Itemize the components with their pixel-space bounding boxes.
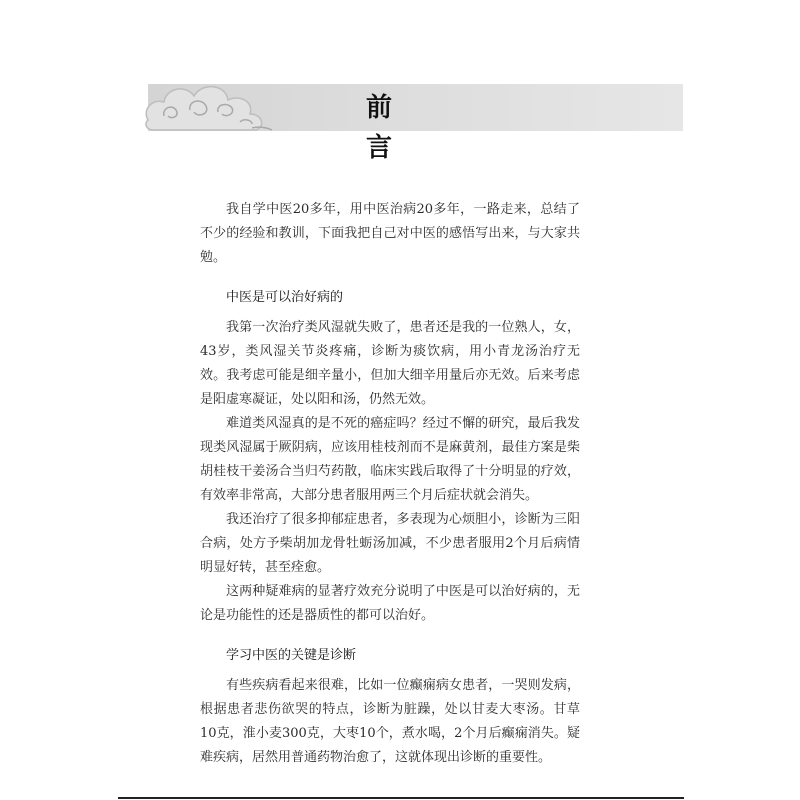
section-heading: 学习中医的关键是诊断 [226,648,357,663]
paragraph: 我还治疗了很多抑郁症患者，多表现为心烦胆小，诊断为三阳合病，处方予柴胡加龙骨牡蛎汤加减，不少患者服用2个月后病情明显好转，甚至痊愈。 [200,512,580,575]
paragraph: 这两种疑难病的显著疗效充分说明了中医是可以治好病的，无论是功能性的还是器质性的都可以治好。 [200,584,580,623]
paragraph: 我第一次治疗类风湿就失败了，患者还是我的一位熟人，女，43岁，类风湿关节炎疼痛，诊断为痰饮病，用小青龙汤治疗无效。我考虑可能是细辛量小，但加大细辛用量后亦无效。后来考虑是阳虚寒凝证，处以阳和汤，仍然无效。 [200,320,580,407]
cloud-ornament-icon [140,72,275,134]
body-text [200,198,580,770]
intro-paragraph: 我自学中医20多年，用中医治病20多年，一路走来，总结了不少的经验和教训，下面我把自己对中医的感悟写出来，与大家共勉。 [200,202,580,265]
section-heading: 中医是可以治好病的 [226,290,344,305]
paragraph: 有些疾病看起来很难，比如一位癫痫病女患者，一哭则发病，根据患者悲伤欲哭的特点，诊断为脏躁，处以甘麦大枣汤。甘草10克，淮小麦300克，大枣10个，煮水喝，2个月后癫痫消失。疑难疾病，居然用普通药物治愈了，这就体现出诊断的重要性。 [200,678,580,765]
paragraph: 难道类风湿真的是不死的癌症吗？经过不懈的研究，最后我发现类风湿属于厥阴病，应该用桂枝剂而不是麻黄剂，最佳方案是柴胡桂枝干姜汤合当归芍药散，临床实践后取得了十分明显的疗效，有效率非常高，大部分患者服用两三个月后症状就会消失。 [200,416,580,503]
page-title: 前 言 [365,93,414,163]
bottom-rule [118,797,684,799]
